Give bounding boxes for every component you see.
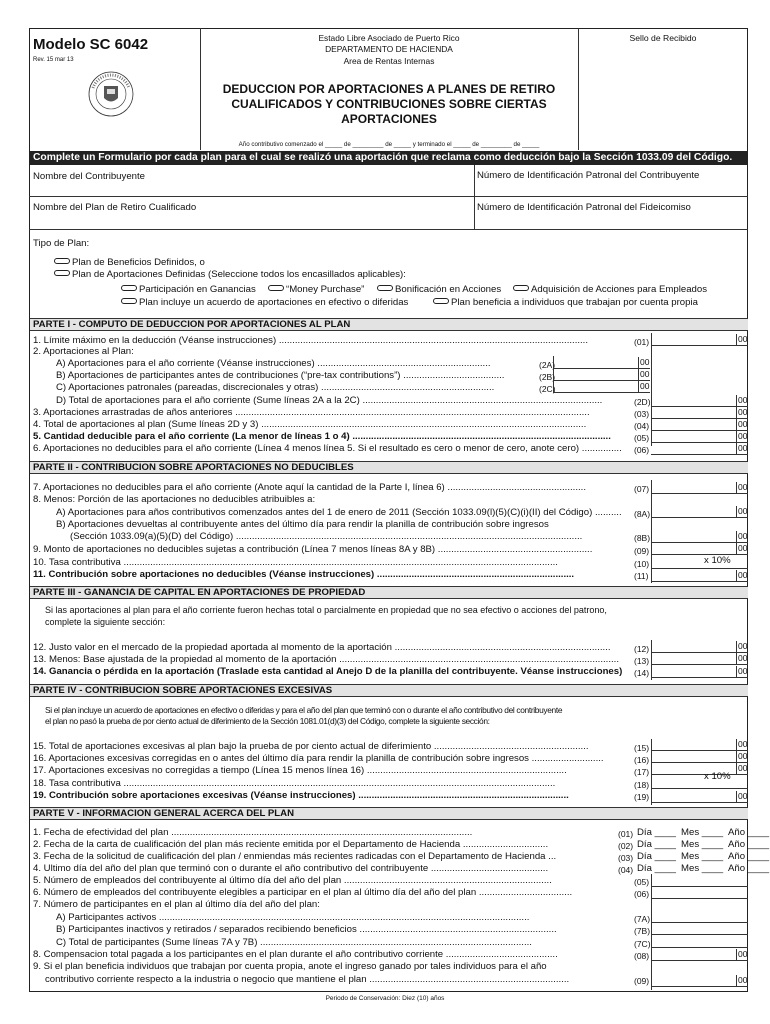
nombre-plan-field[interactable]: Nombre del Plan de Retiro Cualificado [33, 202, 197, 213]
area: Area de Rentas Internas [343, 56, 435, 66]
row-2d-cents: 00 [738, 395, 748, 405]
row-04-line [651, 430, 748, 431]
row-18-line [651, 788, 748, 789]
row-5-7b-line [651, 934, 748, 935]
form-title-3: APORTACIONES [341, 112, 437, 126]
dia-field-4[interactable]: Día ____ [637, 863, 676, 874]
p3-intro-1: Si las aportaciones al plan para el año corriente fueron hechas total o parcialmente en propiedad que no sea efectivo o acciones del patrono, [45, 605, 607, 615]
row-2a-cents: 00 [640, 357, 650, 367]
p1-code-2b: (2B) [539, 372, 556, 382]
p2-code-8b: (8B) [634, 533, 651, 543]
p1-code-2a: (2A) [539, 360, 556, 370]
ano-contributivo: Año contributivo comenzado el _____ de _________ de _____ y terminado el _____ de _________ de _____ [238, 141, 540, 148]
num-patronal-contribuyente-field[interactable]: Número de Identificación Patronal del Contribuyente [477, 170, 700, 181]
aportaciones-definidas-option[interactable]: Plan de Aportaciones Definidas (Seleccione todos los encasillados aplicables): [54, 270, 406, 280]
row-2d-line [651, 406, 748, 407]
checkbox-icon [268, 285, 284, 291]
p3-code-13: (13) [634, 656, 650, 666]
p2-code-07: (07) [634, 484, 650, 494]
p2-code-11: (11) [634, 571, 649, 581]
p1-code-2c: (2C) [539, 384, 556, 394]
retention-period: Periodo de Conservación: Diez (10) años [325, 995, 445, 1002]
row-5-7c-line [651, 947, 748, 948]
row-2b-line [553, 380, 650, 381]
row-16-cents: 00 [738, 751, 748, 761]
p5-code-7a: (7A) [634, 914, 651, 924]
row-2a-line [553, 368, 650, 369]
checkbox-icon [377, 285, 393, 291]
ano-field-2[interactable]: Año ____ [728, 839, 770, 850]
row-8a-cents: 00 [738, 506, 748, 516]
p1-line-5: 5. Cantidad deducible para el año corriente (La menor de líneas 1 o 4) ................................................................................................. [33, 431, 611, 442]
row-2c-cents: 00 [640, 381, 650, 391]
p5-code-09: (09) [634, 976, 650, 986]
row-5-8-cents: 00 [738, 949, 748, 959]
row-17-line [651, 774, 748, 775]
p4-code-16: (16) [634, 755, 650, 765]
opt-money-purchase[interactable]: “Money Purchase” [268, 285, 364, 295]
p2-code-8a: (8A) [634, 509, 651, 519]
p3-amount-column[interactable] [651, 640, 748, 680]
p5-code-7b: (7B) [634, 926, 651, 936]
row-15-cents: 00 [738, 739, 748, 749]
tipo-plan-label: Tipo de Plan: [33, 238, 90, 249]
nombre-contribuyente-field[interactable]: Nombre del Contribuyente [33, 171, 145, 182]
radio-icon [54, 258, 70, 264]
p4-line-15: 15. Total de aportaciones excesivas al plan bajo la prueba de por ciento actual de diferimiento .......................................................... [33, 741, 589, 752]
p1-code-01: (01) [634, 337, 650, 347]
p1-code-03: (03) [634, 409, 650, 419]
header-divider-right [578, 28, 579, 150]
p3-intro-2: complete la siguiente sección: [45, 617, 166, 627]
mes-field-4[interactable]: Mes ____ [681, 863, 724, 874]
row-16-line [651, 762, 748, 763]
p1-line-6: 6. Aportaciones no deducibles para el año corriente (Línea 4 menos línea 5. Si el resultado es cero o menor de cero, anote cero) ............... [33, 443, 622, 454]
row-07-line [651, 493, 748, 494]
p2-line-11: 11. Contribución sobre aportaciones no deducibles (Véanse instrucciones) .......................................................................... [33, 569, 575, 580]
instruction-banner: Complete un Formulario por cada plan para el cual se realizó una aportación que reclama como deducción bajo la Sección 1033.09 del Código. [29, 151, 748, 165]
row-07-cents: 00 [738, 482, 748, 492]
parte-3-header: PARTE III - GANANCIA DE CAPITAL EN APORTACIONES DE PROPIEDAD [30, 586, 748, 599]
ano-field-3[interactable]: Año ____ [728, 851, 770, 862]
p1-code-2d: (2D) [634, 397, 651, 407]
row-5-7a-line [651, 922, 748, 923]
p4-rate: x 10% [704, 771, 731, 782]
p2-line-8: 8. Menos: Porción de las aportaciones no deducibles atribuibles a: [33, 494, 316, 505]
row-5-8-line [651, 960, 748, 961]
p5-line-2: 2. Fecha de la carta de cualificación del plan más reciente emitida por el Departamento de Hacienda ................................ [33, 839, 549, 850]
p4-line-17: 17. Aportaciones excesivas no corregidas a tiempo (Línea 15 menos línea 16) ........................................................................... [33, 765, 567, 776]
row-01-line [651, 345, 748, 346]
row-14-line [651, 677, 748, 678]
p1-code-06: (06) [634, 445, 650, 455]
row-09-cents: 00 [738, 543, 748, 553]
row-03-line [651, 418, 748, 419]
p5-code-02: (02) [618, 841, 634, 851]
estado: Estado Libre Asociado de Puerto Rico [318, 33, 460, 43]
row-12-cents: 00 [738, 641, 748, 651]
p5-line-6: 6. Número de empleados del contribuyente elegibles a participar en el plan al último día del año del plan ................................... [33, 887, 573, 898]
row-06-line [651, 454, 748, 455]
p5-line-7b: B) Participantes inactivos y retirados / separados recibiendo beneficios .......................................................................... [56, 924, 557, 935]
row-13-cents: 00 [738, 653, 748, 663]
p5-code-01: (01) [618, 829, 634, 839]
p4-line-16: 16. Aportaciones excesivas corregidas en o antes del último día para rendir la planilla de contribución sobre ingresos ........................... [33, 753, 604, 764]
p5-line-7: 7. Número de participantes en el plan al último día del año del plan: [33, 899, 320, 910]
checkbox-icon [121, 285, 137, 291]
sello-recibido: Sello de Recibido [629, 33, 697, 43]
p1-sub-amount-column[interactable] [553, 356, 650, 393]
p2-line-7: 7. Aportaciones no deducibles para el año corriente (Anote aquí la cantidad de la Parte I, línea 6) .................................................... [33, 482, 587, 493]
p3-line-13: 13. Menos: Base ajustada de la propiedad al momento de la aportación ......................................................................................................... [33, 654, 620, 665]
mes-field-1[interactable]: Mes ____ [681, 827, 724, 838]
p4-code-18: (18) [634, 780, 650, 790]
row-19-cents: 00 [738, 791, 748, 801]
form-title-2: CUALIFICADOS Y CONTRIBUCIONES SOBRE CIERTAS [231, 97, 547, 111]
row-06-cents: 00 [738, 443, 748, 453]
checkbox-icon [121, 298, 137, 304]
radio-icon [54, 270, 70, 276]
p5-line-3: 3. Fecha de la solicitud de cualificación del plan / enmiendas más recientes radicadas con el Departamento de Hacienda ... [33, 851, 557, 862]
opt-adquisicion[interactable]: Adquisición de Acciones para Empleados [513, 285, 707, 295]
row-12-line [651, 652, 748, 653]
revision-date: Rev. 15 mar 13 [33, 57, 74, 63]
hacienda-seal-icon [88, 71, 134, 117]
p3-line-12: 12. Justo valor en el mercado de la propiedad aportada al momento de la aportación ................................................................................. [33, 642, 611, 653]
p5-line-8: 8. Compensacion total pagada a los participantes en el plan durante el año contributivo corriente .......................................... [33, 949, 558, 960]
opt-cuenta-propia[interactable]: Plan beneficia a individuos que trabajan por cuenta propia [433, 298, 698, 308]
p4-code-19: (19) [634, 792, 650, 802]
p1-line-3: 3. Aportaciones arrastradas de años anteriores ..................................................................................................................................... [33, 407, 590, 418]
p3-code-14: (14) [634, 668, 650, 678]
p5-code-03: (03) [618, 853, 634, 863]
p4-code-17: (17) [634, 767, 650, 777]
p5-line-7a: A) Participantes activos ........................................................................................................................................... [56, 912, 530, 923]
p1-code-04: (04) [634, 421, 650, 431]
mes-field-2[interactable]: Mes ____ [681, 839, 724, 850]
row-09-line [651, 554, 748, 555]
row-17-cents: 00 [738, 763, 748, 773]
p5-amount-column[interactable] [651, 874, 748, 990]
p3-line-14: 14. Ganancia o pérdida en la aportación (Traslade esta cantidad al Anejo D de la planilla del contribuyente. Véanse instrucciones) [33, 666, 623, 677]
row-2c-line [553, 392, 650, 393]
mes-field-3[interactable]: Mes ____ [681, 851, 724, 862]
p2-code-09: (09) [634, 546, 650, 556]
p2-line-8b-1: B) Aportaciones devueltas al contribuyente antes del último día para rendir la planilla de contribución sobre ingresos [56, 519, 549, 530]
dia-field-1[interactable]: Día ____ [637, 827, 676, 838]
p5-code-08: (08) [634, 951, 650, 961]
row-05-cents: 00 [738, 431, 748, 441]
p4-intro-2: el plan no pasó la prueba de por ciento actual de diferimiento de la Sección 1081.01(d)(3) del Código, complete la siguiente sección: [45, 716, 490, 726]
ano-field-1[interactable]: Año ____ [728, 827, 770, 838]
p2-line-8b-2: (Sección 1033.09(a)(5)(D) del Código) .................................................................................................................................. [70, 531, 583, 542]
row-13-line [651, 664, 748, 665]
p5-line-5: 5. Número de empleados del contribuyente al último día del año del plan .............................................................................. [33, 875, 552, 886]
p2-code-10: (10) [634, 559, 650, 569]
opt-bonificacion[interactable]: Bonificación en Acciones [377, 285, 501, 295]
row-5-9-cents: 00 [738, 975, 748, 985]
p5-line-1: 1. Fecha de efectividad del plan ................................................................................................................. [33, 827, 473, 838]
parte-4-header: PARTE IV - CONTRIBUCION SOBRE APORTACIONES EXCESIVAS [30, 684, 748, 697]
row-05-line [651, 442, 748, 443]
p2-line-9: 9. Monto de aportaciones no deducibles sujetas a contribución (Línea 7 menos líneas 8A y 8B) .......................................................... [33, 544, 593, 555]
dia-field-2[interactable]: Día ____ [637, 839, 676, 850]
form-title-1: DEDUCCION POR APORTACIONES A PLANES DE RETIRO [222, 82, 556, 96]
p5-line-4: 4. Ultimo día del año del plan que terminó con o durante el año contributivo del contribuyente ............................................ [33, 863, 549, 874]
p1-code-05: (05) [634, 433, 650, 443]
p5-line-9b: contributivo corriente respecto a la industria o negocio que mantiene el plan ........................................................................... [45, 974, 570, 985]
opt-acuerdo[interactable]: Plan incluye un acuerdo de aportaciones en efectivo o diferidas [121, 298, 408, 308]
checkbox-icon [433, 298, 449, 304]
checkbox-icon [513, 285, 529, 291]
p1-line-2a: A) Aportaciones para el año corriente (Véanse instrucciones) ................................................................. [56, 358, 491, 369]
p1-line-2c: C) Aportaciones patronales (pareadas, discrecionales y otras) ................................................................. [56, 382, 495, 393]
p1-line-2b: B) Aportaciones de participantes antes de contribuciones (“pre-tax contributions”) ...................................... [56, 370, 505, 381]
p5-code-04: (04) [618, 865, 634, 875]
fields-divider [474, 165, 475, 230]
row-10-line [651, 568, 748, 569]
row-15-line [651, 750, 748, 751]
parte-5-header: PARTE V - INFORMACION GENERAL ACERCA DEL PLAN [30, 807, 748, 820]
row-14-cents: 00 [738, 666, 748, 676]
row-01-cents: 00 [738, 334, 748, 344]
parte-2-header: PARTE II - CONTRIBUCION SOBRE APORTACIONES NO DEDUCIBLES [30, 461, 748, 474]
row-5-6-line [651, 898, 748, 899]
p1-line-2: 2. Aportaciones al Plan: [33, 346, 134, 357]
row-03-cents: 00 [738, 407, 748, 417]
p1-line-4: 4. Total de aportaciones al plan (Sume líneas 2D y 3) .......................................................................................................................... [33, 419, 587, 430]
row-11-line [651, 581, 748, 582]
row-8b-cents: 00 [738, 531, 748, 541]
ano-field-4[interactable]: Año ____ [728, 863, 770, 874]
row-5-9-line [651, 986, 748, 987]
row-8a-line [651, 517, 748, 518]
row-11-cents: 00 [738, 570, 748, 580]
p1-line-2d: D) Total de aportaciones para el año corriente (Sume líneas 2A a la 2C) .......................................................................................... [56, 395, 603, 406]
form-model: Modelo SC 6042 [33, 36, 149, 53]
p5-code-05: (05) [634, 877, 650, 887]
p5-line-9a: 9. Si el plan beneficia individuos que trabajan por cuenta propia, anote el ingreso ganado por tales individuos para el año [33, 961, 547, 972]
p4-line-18: 18. Tasa contributiva .................................................................................................................................................................. [33, 778, 556, 789]
p4-intro-1: Si el plan incluye un acuerdo de aportaciones en efectivo o diferidas y para el año del plan que terminó con o durante el año contributivo del contribuyente [45, 705, 563, 715]
p1-line-1: 1. Límite máximo en la deducción (Véanse instrucciones) .................................................................................................................... [33, 335, 589, 346]
parte-1-header: PARTE I - COMPUTO DE DEDUCCION POR APORTACIONES AL PLAN [30, 318, 748, 331]
p2-line-8a: A) Aportaciones para años contributivos comenzados antes del 1 de enero de 2011 (Sección 1033.09(l)(5)(C)(i)(II) del Código) .......... [56, 507, 622, 518]
p2-rate: x 10% [704, 555, 731, 566]
p4-line-19: 19. Contribución sobre aportaciones excesivas (Véanse instrucciones) ............................................................................... [33, 790, 569, 801]
departamento: DEPARTAMENTO DE HACIENDA [325, 44, 453, 54]
p4-amount-column[interactable] [651, 739, 748, 805]
row-5-5-line [651, 886, 748, 887]
beneficios-definidos-option[interactable]: Plan de Beneficios Definidos, o [54, 258, 205, 268]
row-04-cents: 00 [738, 419, 748, 429]
p4-code-15: (15) [634, 743, 650, 753]
num-patronal-fideicomiso-field[interactable]: Número de Identificación Patronal del Fideicomiso [477, 202, 691, 213]
p5-code-06: (06) [634, 889, 650, 899]
row-8b-line [651, 542, 748, 543]
p3-code-12: (12) [634, 644, 650, 654]
row-2b-cents: 00 [640, 369, 650, 379]
opt-participacion[interactable]: Participación en Ganancias [121, 285, 256, 295]
row-19-line [651, 802, 748, 803]
p5-code-7c: (7C) [634, 939, 651, 949]
p5-line-7c: C) Total de participantes (Sume líneas 7A y 7B) ...................................................................................................... [56, 937, 532, 948]
dia-field-3[interactable]: Día ____ [637, 851, 676, 862]
p2-line-10: 10. Tasa contributiva ................................................................................................................................................................... [33, 557, 558, 568]
